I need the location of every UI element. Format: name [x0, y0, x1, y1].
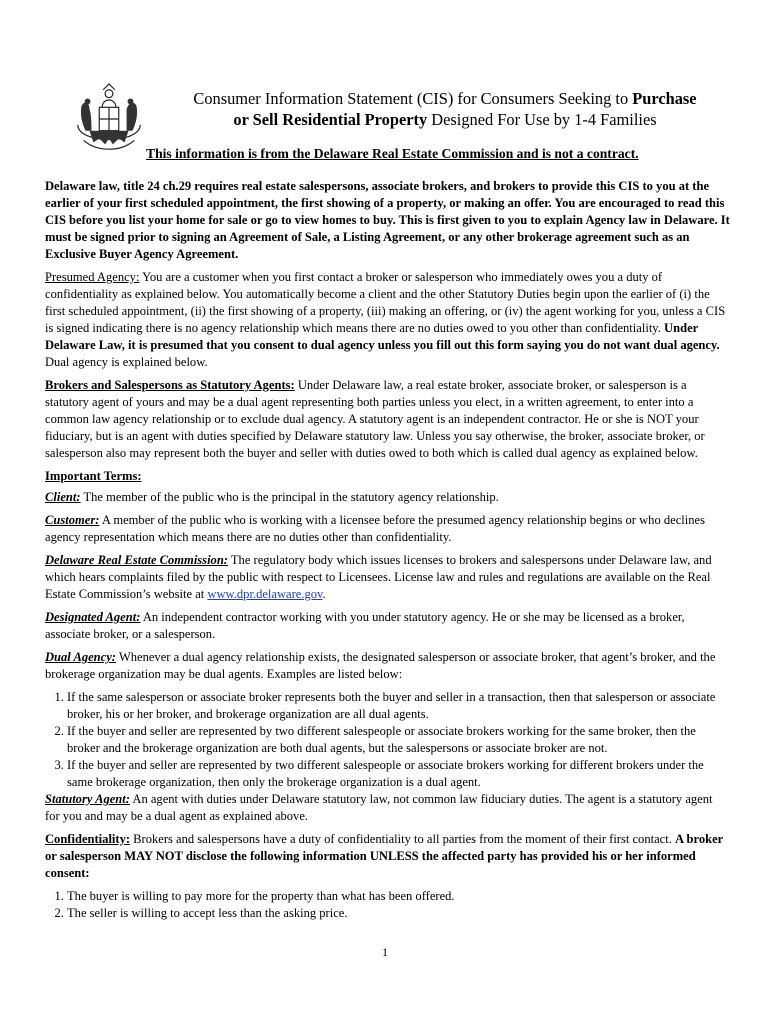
presumed-agency-text: You are a customer when you first contact a broker or salesperson who immediately owes you a duty of confidentiality as explained below. You automatically become a client and the other Statutory Duties begin upon the earlier of (i) the first scheduled appointment, (ii) the first showing of a property, (iii) making an offering, or (iv) the agent working for you, unless a CIS is signed indicating there is no agency relationship which means there are no duties owed to you other than confidentiality. [45, 270, 726, 335]
term-statutory-label: Statutory Agent: [45, 792, 130, 806]
confidentiality-list [45, 888, 730, 922]
term-customer-text: A member of the public who is working with a licensee before the presumed agency relationship begins or who declines agency representation which means there are no duties other than confidentiality. [45, 513, 705, 544]
statutory-agents-paragraph [45, 377, 730, 462]
confidentiality-bold: A broker or salesperson MAY NOT disclose the following information UNLESS the affected party has provided his or her informed consent: [45, 832, 723, 880]
confidentiality-item: 2. The seller is willing to accept less than the asking price. [67, 905, 730, 922]
dual-agency-examples [45, 689, 730, 791]
term-customer-label: Customer: [45, 513, 100, 527]
presumed-agency-heading: Presumed Agency: [45, 270, 140, 284]
term-client-label: Client: [45, 490, 81, 504]
term-statutory-text: An agent with duties under Delaware statutory law, not common law fiduciary duties. The agent is a statutory agent for you and may be a dual agent as explained above. [45, 792, 713, 823]
term-client [45, 489, 730, 506]
term-dual-label: Dual Agency: [45, 650, 116, 664]
confidentiality-text: Brokers and salespersons have a duty of confidentiality to all parties from the moment of their first contact. [130, 832, 675, 846]
important-terms-heading-line [45, 468, 730, 485]
title-bold-purchase: Purchase [632, 89, 697, 108]
important-terms-heading: Important Terms: [45, 469, 142, 483]
page-number: 1 [382, 945, 388, 959]
confidentiality-item: 1. The buyer is willing to pay more for the property than what has been offered. [67, 888, 730, 905]
confidentiality-paragraph [45, 831, 730, 882]
commission-notice: This information is from the Delaware Real Estate Commission and is not a contract. [146, 146, 639, 161]
presumed-agency-bold: Under Delaware Law, it is presumed that you consent to dual agency unless you fill out this form saying you do not want dual agency. [45, 321, 720, 352]
term-commission-label: Delaware Real Estate Commission: [45, 553, 228, 567]
term-designated-agent [45, 609, 730, 643]
dual-example-item: 1. If the same salesperson or associate broker represents both the buyer and seller in a transaction, then that salesperson or associate broker, his or her broker, and brokerage organization are all dual agents. [67, 689, 730, 723]
term-commission [45, 552, 730, 603]
presumed-agency-paragraph [45, 269, 730, 371]
commission-website-link[interactable]: www.dpr.delaware.gov [207, 587, 323, 601]
term-dual-agency [45, 649, 730, 683]
term-statutory-agent [45, 791, 730, 825]
term-commission-text: The regulatory body which issues licenses to brokers and salespersons under Delaware law, and which hears complaints filed by the public with respect to Licensees. License law and rules and regulations are available on the Real Estate Commission’s website at [45, 553, 712, 601]
term-commission-end: . [322, 587, 326, 601]
presumed-agency-tail: Dual agency is explained below. [45, 355, 208, 369]
title-part2: Designed For Use by 1-4 Families [427, 110, 657, 129]
term-designated-text: An independent contractor working with you under statutory agency. He or she may be licensed as a broker, associate broker, or a salesperson. [45, 610, 685, 641]
terms-list [45, 489, 730, 825]
statutory-agents-text: Under Delaware law, a real estate broker, associate broker, or salesperson is a statutory agent of yours and may be a dual agent representing both parties unless you elect, in a written agreement, to enter into a common law agency relationship or to exclude dual agency. A statutory agent is an independent contractor. He or she is NOT your fiduciary, but is an agent with duties specified by Delaware statutory law. Unless you say otherwise, the broker, associate broker, or salesperson also may represent both the buyer and seller with duties owed to both which is called dual agency as explained below. [45, 378, 705, 460]
term-customer [45, 512, 730, 546]
term-designated-label: Designated Agent: [45, 610, 141, 624]
intro-paragraph: Delaware law, title 24 ch.29 requires real estate salespersons, associate brokers, and brokers to provide this CIS to you at the earlier of your first scheduled appointment, the first showing of a property, or making an offer. You are encouraged to read this CIS before you list your home for sale or go to view homes to buy. This is first given to you to explain Agency law in Delaware. It must be signed prior to signing an Agreement of Sale, a Listing Agreement, or any other brokerage agreement such as an Exclusive Buyer Agency Agreement. [45, 179, 730, 261]
term-dual-text: Whenever a dual agency relationship exists, the designated salesperson or associate broker, that agent’s broker, and the brokerage organization may be dual agents. Examples are listed below: [45, 650, 716, 681]
document-title [150, 88, 740, 130]
delaware-state-seal-icon [70, 80, 148, 158]
dual-example-item: 3. If the buyer and seller are represented by two different salespeople or associate brokers working for different brokers under the same brokerage organization, then only the brokerage organization is a dual agent. [67, 757, 730, 791]
title-part1: Consumer Information Statement (CIS) for Consumers Seeking to [193, 89, 633, 108]
document-body [45, 178, 730, 922]
title-bold-sell: or Sell Residential Property [233, 110, 428, 129]
dual-example-item: 2. If the buyer and seller are represented by two different salespeople or associate brokers working for the same broker, then the broker and the brokerage organization are both dual agents, but the salespersons or associate broker are not. [67, 723, 730, 757]
confidentiality-heading: Confidentiality: [45, 832, 131, 846]
statutory-agents-heading: Brokers and Salespersons as Statutory Agents: [45, 378, 295, 392]
term-client-text: The member of the public who is the principal in the statutory agency relationship. [80, 490, 499, 504]
